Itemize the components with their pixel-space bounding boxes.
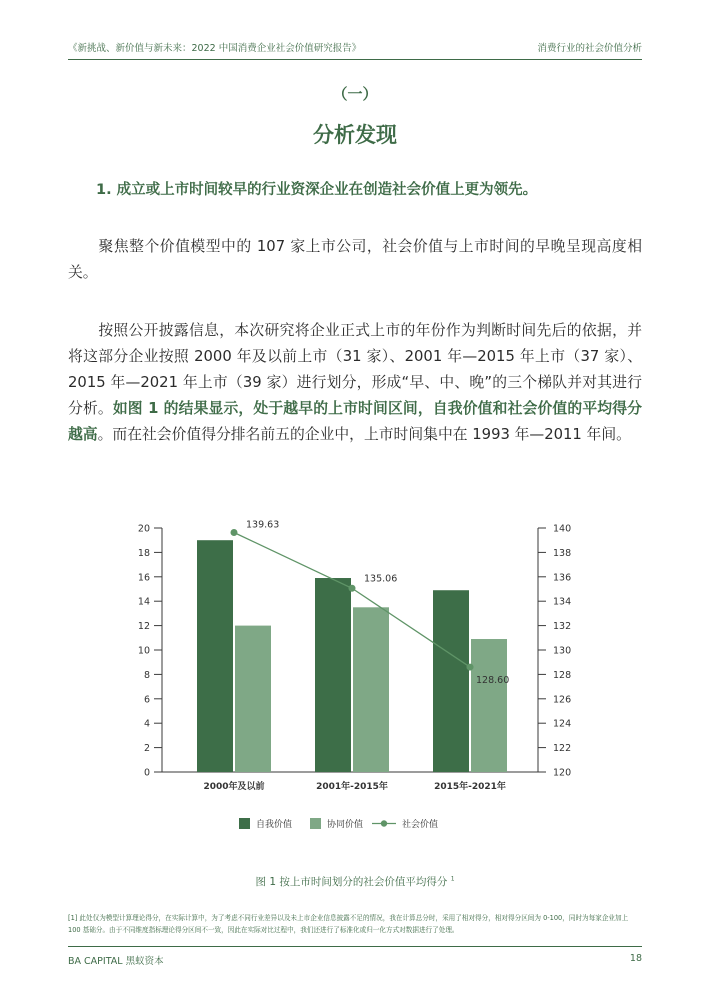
paragraph-1 (68, 234, 642, 286)
paragraph-2-text-a: 按照公开披露信息，本次研究将企业正式上市的年份作为判断时间先后的依据，并将这部分企业按照 2000 年及以前上市（31 家）、2001 年—2015 年上市（37 家）、2015 年—2021 年上市（39 家）进行划分，形成“早、中、晚”的三个梯队并对其进行分析。 (68, 322, 642, 417)
x-tick-label: 2015年-2021年 (434, 782, 506, 792)
finding-heading: 1. 成立或上市时间较早的行业资深企业在创造社会价值上更为领先。 (96, 182, 538, 198)
paragraph-1-text: 聚焦整个价值模型中的 107 家上市公司，社会价值与上市时间的早晚呈现高度相关。 (68, 238, 642, 281)
bar-self-value (197, 540, 233, 772)
figure-caption-text: 图 1 按上市时间划分的社会价值平均得分 (255, 876, 448, 888)
x-tick-label: 2001年-2015年 (316, 782, 388, 792)
social-value-data-label: 139.63 (246, 519, 280, 531)
left-tick-label: 6 (143, 694, 150, 706)
page-number: 18 (629, 953, 642, 964)
legend-swatch-coop (310, 818, 321, 829)
right-tick-label: 134 (553, 596, 572, 608)
right-tick-label: 120 (553, 767, 572, 779)
header-rule (68, 59, 642, 60)
right-tick-label: 132 (553, 621, 572, 633)
right-tick-label: 128 (553, 669, 572, 681)
legend-label-coop: 协同价值 (327, 820, 364, 830)
footer-brand: BA CAPITAL 黑蚁资本 (68, 956, 164, 967)
footer-rule (68, 946, 642, 947)
left-tick-label: 4 (143, 718, 150, 730)
bar-coop-value (471, 639, 510, 772)
left-tick-label: 10 (137, 645, 150, 657)
paragraph-2-text-b: 。而在社会价值得分排名前五的企业中，上市时间集中在 1993 年—2011 年间。 (97, 426, 631, 443)
left-tick-label: 2 (143, 743, 150, 755)
section-number: （一） (332, 85, 378, 103)
section-title: 分析发现 (313, 123, 397, 147)
bar-coop-value (235, 626, 271, 772)
figure-caption-footnote-ref: 1 (450, 875, 455, 883)
left-tick-label: 16 (137, 572, 150, 584)
running-header (68, 40, 642, 54)
right-tick-label: 122 (553, 743, 572, 755)
left-tick-label: 14 (137, 596, 150, 608)
right-tick-label: 130 (553, 645, 572, 657)
legend-label-social: 社会价值 (402, 820, 439, 830)
chart-x-labels (203, 780, 505, 792)
bar-coop-value (353, 607, 389, 772)
right-tick-label: 126 (553, 694, 572, 706)
header-report-title: 《新挑战、新价值与新未来：2022 中国消费企业社会价值研究报告》 (68, 43, 362, 54)
x-tick-label: 2000年及以前 (203, 782, 265, 792)
right-tick-label: 136 (553, 572, 572, 584)
bar-self-value (433, 590, 469, 772)
paragraph-2 (68, 318, 642, 448)
chart-bars (197, 540, 510, 772)
footnote: [1] 此处仅为模型计算理论得分，在实际计算中，为了考虑不同行业差异以及未上市企业信息披露不足的情况，我在计算总分时，采用了相对得分，相对得分区间为 0-100，同时为每家企业加上 100 基础分。由于不同维度指标理论得分区间不一致，因此在实际对比过程中，我们还进行了标准化或归一化方式对数据进行了处理。 (68, 914, 629, 934)
right-tick-label: 124 (553, 718, 572, 730)
bar-self-value (315, 578, 351, 772)
social-value-point (467, 664, 474, 671)
left-tick-label: 12 (137, 621, 150, 633)
legend-marker-social (381, 820, 387, 826)
left-tick-label: 20 (137, 523, 150, 535)
social-value-data-label: 135.06 (364, 573, 398, 585)
social-value-data-label: 128.60 (476, 675, 510, 687)
listing-time-chart (0, 500, 710, 850)
paragraph-2-highlight: 如图 1 的结果显示，处于越早的上市时间区间，自我价值和社会价值的平均得分越高 (68, 400, 642, 443)
left-tick-label: 0 (143, 767, 150, 779)
header-section-title: 消费行业的社会价值分析 (537, 43, 642, 54)
legend-label-self: 自我价值 (256, 820, 293, 830)
chart-legend (239, 818, 438, 830)
left-tick-label: 18 (137, 547, 150, 559)
right-tick-label: 140 (553, 523, 572, 535)
figure-caption (0, 874, 710, 889)
social-value-point (231, 529, 238, 536)
left-tick-label: 8 (143, 669, 150, 681)
right-tick-label: 138 (553, 547, 572, 559)
legend-swatch-self (239, 818, 250, 829)
social-value-point (349, 585, 356, 592)
